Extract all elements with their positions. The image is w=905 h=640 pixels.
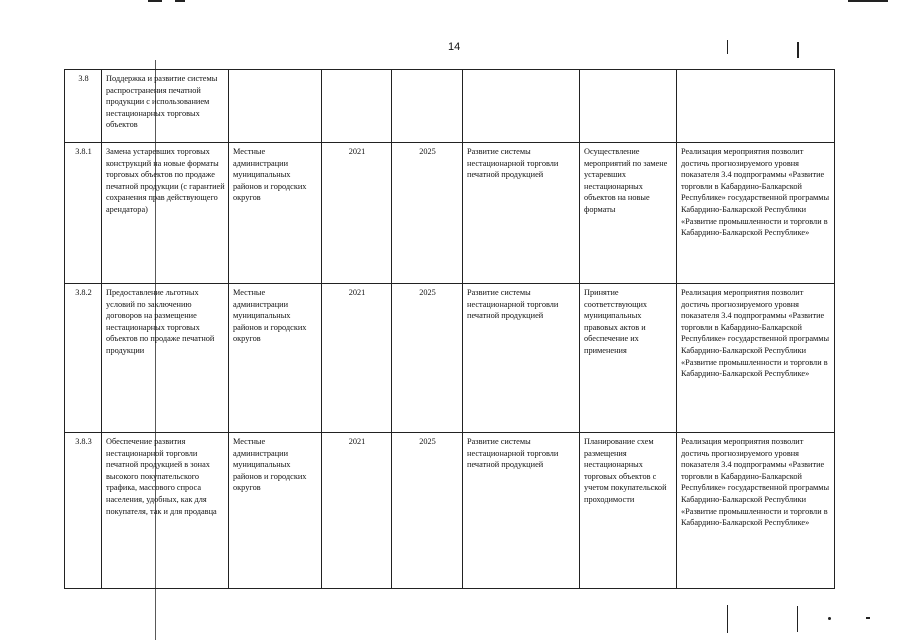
scan-mark-bottom-right bbox=[727, 605, 728, 633]
empty-cell bbox=[463, 70, 580, 143]
direction-cell: Развитие системы нестационарной торговли печатной продукцией bbox=[463, 143, 580, 284]
scan-mark-bottom-right-2 bbox=[797, 606, 798, 632]
activities-table bbox=[64, 69, 835, 589]
row-number: 3.8.2 bbox=[65, 284, 102, 433]
activity-cell: Замена устаревших торговых конструкций на новые форматы торговых объектов по продаже печатной продукции (с гарантией сохранения прав действующего арендатора) bbox=[102, 143, 229, 284]
start-year-cell: 2021 bbox=[322, 433, 392, 589]
result-cell: Осуществление мероприятий по замене устаревших нестационарных объектов на новые форматы bbox=[580, 143, 677, 284]
empty-cell bbox=[392, 70, 463, 143]
section-number: 3.8 bbox=[65, 70, 102, 143]
scan-mark-top-right bbox=[848, 0, 888, 2]
table-row bbox=[65, 433, 835, 589]
empty-cell bbox=[322, 70, 392, 143]
activity-cell: Предоставление льготных условий по заключению договоров на размещение нестационарных торговых объектов по продаже печатной продукции bbox=[102, 284, 229, 433]
start-year-cell: 2021 bbox=[322, 284, 392, 433]
section-row bbox=[65, 70, 835, 143]
table-row bbox=[65, 284, 835, 433]
start-year-cell: 2021 bbox=[322, 143, 392, 284]
section-title: Поддержка и развитие системы распространения печатной продукции с использованием нестационарных торговых объектов bbox=[102, 70, 229, 143]
indicator-link-cell: Реализация мероприятия позволит достичь прогнозируемого уровня показателя 3.4 подпрограммы «Развитие торговли в Кабардино-Балкарской Республике» государственной программы Кабардино-Балкарской Республики «Развитие промышленности и торговли в Кабардино-Балкарской Республике» bbox=[677, 284, 835, 433]
page-number: 14 bbox=[448, 41, 461, 53]
result-cell: Принятие соответствующих муниципальных правовых актов и обеспечение их применения bbox=[580, 284, 677, 433]
end-year-cell: 2025 bbox=[392, 433, 463, 589]
indicator-link-cell: Реализация мероприятия позволит достичь прогнозируемого уровня показателя 3.4 подпрограммы «Развитие торговли в Кабардино-Балкарской Республике» государственной программы Кабардино-Балкарской Республики «Развитие промышленности и торговли в Кабардино-Балкарской Республике» bbox=[677, 143, 835, 284]
scan-mark-right-top bbox=[727, 40, 728, 54]
empty-cell bbox=[229, 70, 322, 143]
end-year-cell: 2025 bbox=[392, 143, 463, 284]
scan-mark-top-left bbox=[148, 0, 162, 2]
direction-cell: Развитие системы нестационарной торговли печатной продукцией bbox=[463, 284, 580, 433]
activity-cell: Обеспечение развития нестационарной торговли печатной продукцией в зонах высокого покупательского трафика, массового спроса населения, удобных, как для покупателя, так и для продавца bbox=[102, 433, 229, 589]
executor-cell: Местные администрации муниципальных районов и городских округов bbox=[229, 433, 322, 589]
direction-cell: Развитие системы нестационарной торговли печатной продукцией bbox=[463, 433, 580, 589]
empty-cell bbox=[580, 70, 677, 143]
scan-mark-top-left-2 bbox=[175, 0, 185, 2]
empty-cell bbox=[677, 70, 835, 143]
indicator-link-cell: Реализация мероприятия позволит достичь прогнозируемого уровня показателя 3.4 подпрограммы «Развитие торговли в Кабардино-Балкарской Республике» государственной программы Кабардино-Балкарской Республики «Развитие промышленности и торговли в Кабардино-Балкарской Республике» bbox=[677, 433, 835, 589]
scan-dot-bottom-1 bbox=[828, 617, 831, 620]
executor-cell: Местные администрации муниципальных районов и городских округов bbox=[229, 284, 322, 433]
result-cell: Планирование схем размещения нестационарных торговых объектов с учетом покупательской проходимости bbox=[580, 433, 677, 589]
table-row bbox=[65, 143, 835, 284]
scan-mark-right-top-2 bbox=[797, 42, 799, 58]
executor-cell: Местные администрации муниципальных районов и городских округов bbox=[229, 143, 322, 284]
end-year-cell: 2025 bbox=[392, 284, 463, 433]
row-number: 3.8.3 bbox=[65, 433, 102, 589]
scan-dot-bottom-2 bbox=[866, 617, 870, 619]
row-number: 3.8.1 bbox=[65, 143, 102, 284]
